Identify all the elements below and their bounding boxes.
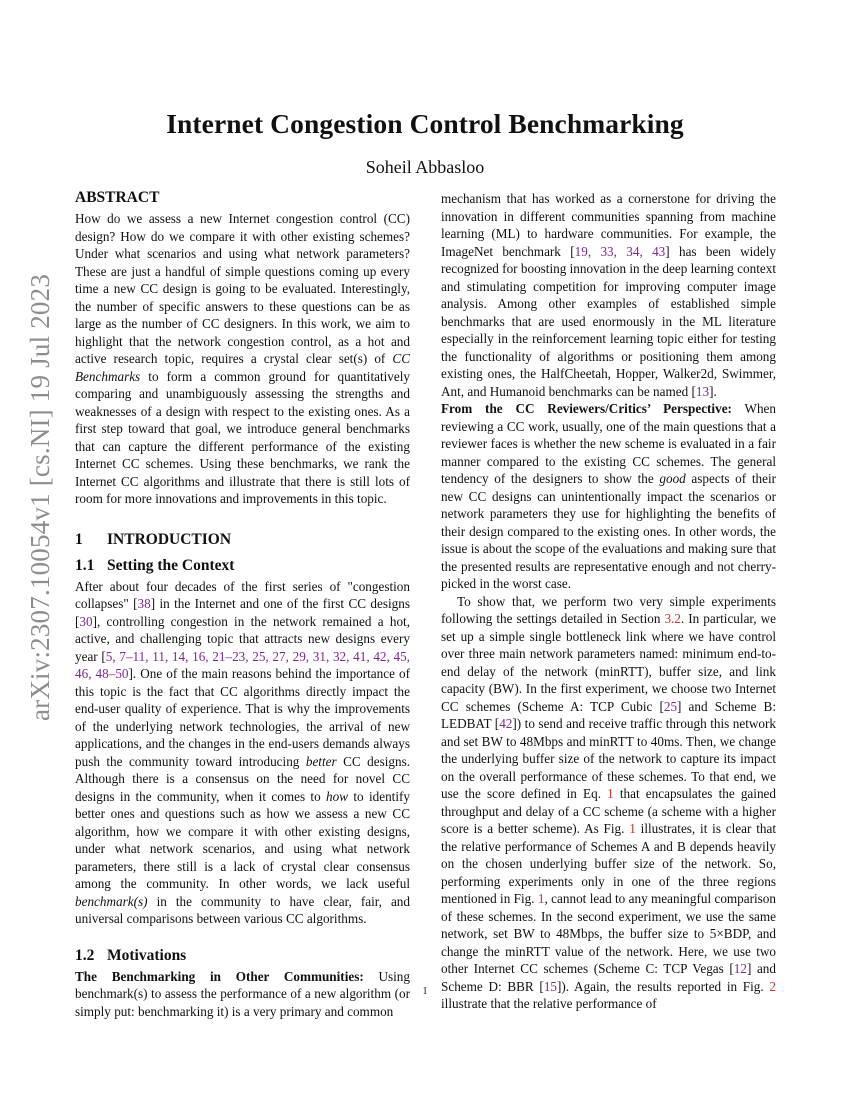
citation-link[interactable]: 5, 7–11, 11, 14, 16, 21–23, 25, 27, 29, 31, 32, 41, 42, 45, 46, 48–50 <box>75 648 410 681</box>
citation-link[interactable]: 42 <box>499 716 513 731</box>
page-number: 1 <box>422 986 428 997</box>
run-in-heading: The Benchmarking in Other Communities: <box>75 968 364 984</box>
equation-reference-link[interactable]: 1 <box>607 786 614 801</box>
figure-reference-link[interactable]: 1 <box>537 891 545 906</box>
arxiv-identifier-text: arXiv:2307.10054v1 [cs.NI] 19 Jul 2023 <box>25 273 56 721</box>
motivation-paragraph: The Benchmarking in Other Communities: Using benchmark(s) to assess the performance of a new algorithm (or simply put: benchmarking it) is a very primary and common <box>75 968 410 1019</box>
arxiv-identifier-stamp <box>18 273 64 721</box>
citation-link[interactable]: 25 <box>663 698 678 714</box>
run-in-heading: From the CC Reviewers/Critics’ Perspective: <box>441 401 732 416</box>
experiments-paragraph: To show that, we perform two very simple experiments following the settings detailed in Section 3.2. In particular, we set up a simple single bottleneck link where we have control over three main network parameters named: minimum end-to-end delay of the network (minRTT), buffer size, and link capacity (BW). In the first experiment, we choose two Internet CC schemes (Scheme A: TCP Cubic [25] and Scheme B: LEDBAT [42]) to send and receive traffic through this network and set BW to 48Mbps and minRTT to 40ms. Then, we change the underlying buffer size of the network to capture its impact on the overall performance of these schemes. To that end, we use the score defined in Eq. 1 that encapsulates the gained throughput and delay of a CC scheme (a scheme with a higher score is a better scheme). As Fig. 1 illustrates, it is clear that the relative performance of Schemes A and B depends heavily on the chosen underlying buffer size of the network. So, performing experiments only in one of the three regions mentioned in Fig. 1, cannot lead to any meaningful comparison of these schemes. In the second experiment, we use the same network, set BW to 48Mbps, the buffer size to 5×BDP, and change the minRTT value of the network. Here, we use two other Internet CC schemes (Scheme C: TCP Vegas [12] and Scheme D: BBR [15]). Again, the results reported in Fig. 2 illustrate that the relative performance of <box>441 593 777 1011</box>
right-column <box>441 190 776 1013</box>
benchmark-paragraph: mechanism that has worked as a cornerstone for driving the innovation in different communities spanning from machine learning (ML) to hardware communities. For example, the ImageNet benchmark [19, 33, 34, 43] has been widely recognized for boosting innovation in the deep learning context and stimulating competition for improving computer image analysis. Among other examples of established simple benchmarks that are used enormously in the ML literature especially in the reinforcement learning topic either for testing the functionality of algorithms or positioning them among existing ones, the HalfCheetah, Hopper, Walker2d, Swimmer, Ant, and Humanoid benchmarks can be named [13]. <box>441 191 776 399</box>
paper-author: Soheil Abbasloo <box>365 157 485 177</box>
figure-reference-link[interactable]: 2 <box>769 978 776 994</box>
reviewers-paragraph: From the CC Reviewers/Critics’ Perspective: When reviewing a CC work, usually, one of the main questions that a reviewer faces is whether the new scheme is evaluated in a fair manner compared to the existing CC schemes. The general tendency of the designers to show the good aspects of their new CC designs can unintentionally impact the scenarios or network parameters they use for highlighting the benefits of their design compared to the existing ones. In other words, the issue is about the scope of the evaluations and making sure that the presented results are representative enough and not cherry-picked in the worst case. <box>441 401 777 591</box>
citation-link[interactable]: 38 <box>137 596 151 611</box>
paper-title: Internet Congestion Control Benchmarking <box>166 108 684 139</box>
abstract-heading: ABSTRACT <box>75 189 160 206</box>
emphasis: CC Benchmarks <box>75 351 410 384</box>
citation-link[interactable]: 19, 33, 34, 43 <box>574 243 666 259</box>
citation-link[interactable]: 12 <box>733 961 747 976</box>
section-heading-introduction: 1 INTRODUCTION <box>75 530 232 548</box>
figure-reference-link[interactable]: 1 <box>629 821 636 836</box>
abstract-paragraph: How do we assess a new Internet congestion control (CC) design? How do we compare it with other existing schemes? Under what scenarios and using what network parameters? These are just a handful of simple questions coming up every time a new CC design is going to be evaluated. Interestingly, the number of specific answers to these questions can be as large as the number of CC designers. In this work, we aim to highlight that the network congestion control, as a hot and active research topic, requires a crystal clear set(s) of CC Benchmarks to form a common ground for quantitatively comparing and unambiguously assessing the strengths and weaknesses of a design with respect to the existing ones. As a first step toward that goal, we introduce general benchmarks that can capture the different performance of the existing Internet CC schemes. Using these benchmarks, we rank the Internet CC algorithms and illustrate that there is still lots of room for more innovations and improvements in this topic. <box>75 211 410 506</box>
left-column <box>75 188 410 1020</box>
citation-link[interactable]: 30 <box>79 613 93 629</box>
subsection-heading-motivations: 1.2 Motivations <box>75 946 187 964</box>
citation-link[interactable]: 15 <box>543 978 557 994</box>
section-reference-link[interactable]: 3.2 <box>664 611 681 626</box>
subsection-heading-context: 1.1 Setting the Context <box>75 556 235 574</box>
citation-link[interactable]: 13 <box>695 383 710 399</box>
intro-paragraph: After about four decades of the first series of "congestion collapses" [38] in the Internet and one of the first CC designs [30], controlling congestion in the network remained a hot, active, and challenging topic that attracts new designs every year [5, 7–11, 11, 14, 16, 21–23, 25, 27, 29, 31, 32, 41, 42, 45, 46, 48–50]. One of the main reasons behind the importance of this topic is the fact that CC algorithms directly impact the end-user quality of experience. That is why the improvements of the underlying network technologies, the arrival of new applications, and the changes in the end-users demands always push the community toward introducing better CC designs. Although there is a consensus on the need for novel CC designs in the community, when it comes to how to identify better ones and questions such as how we assess a new CC algorithm, how we compare it with other existing designs, under what network scenarios, and using what network parameters, there still is a lack of crystal clear consensus among the community. In other words, we lack useful benchmark(s) in the community to have clear, fair, and universal comparisons between various CC algorithms. <box>75 578 411 926</box>
